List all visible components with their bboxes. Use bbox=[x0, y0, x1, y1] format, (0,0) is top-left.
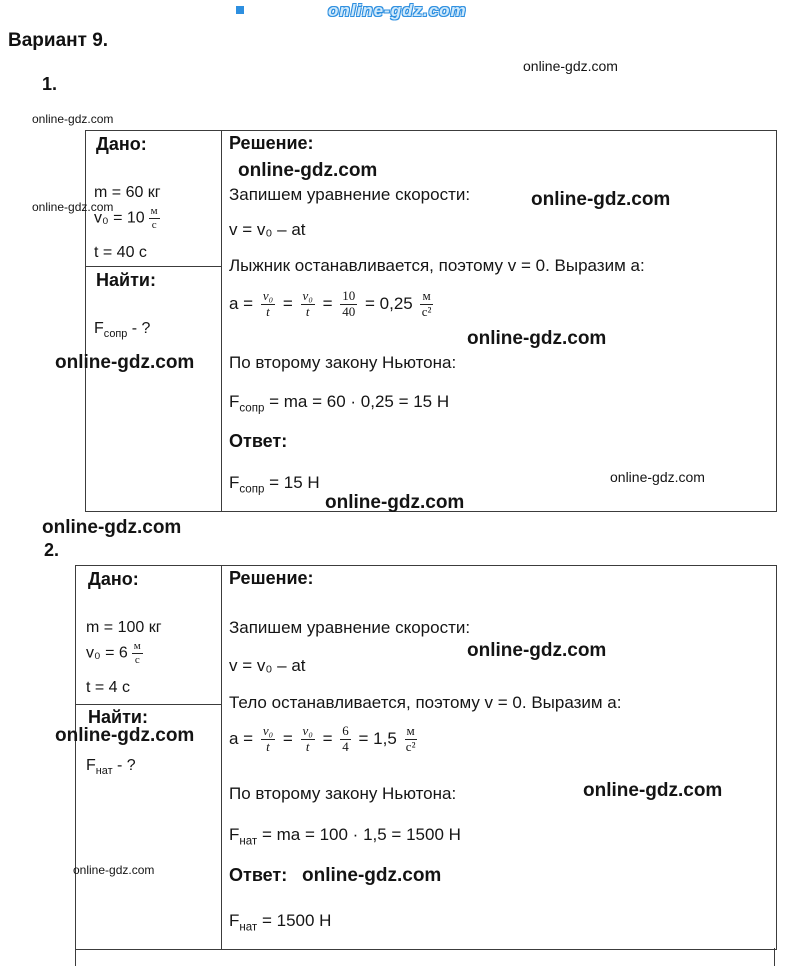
force-symbol: F bbox=[94, 320, 104, 337]
logo-mark-icon bbox=[236, 6, 244, 14]
watermark: online-gdz.com bbox=[32, 112, 114, 126]
eq-lhs: a = bbox=[229, 729, 254, 749]
value-text: v₀ = 6 bbox=[86, 644, 128, 662]
fraction-numeric: $\frac{6}{4}$ bbox=[342, 723, 349, 754]
given-label: Дано: bbox=[96, 134, 147, 154]
watermark: online-gdz.com bbox=[42, 517, 182, 538]
given-mass: m = 60 кг bbox=[94, 184, 161, 201]
problem1-number: 1. bbox=[42, 74, 58, 94]
force-symbol: F bbox=[229, 473, 240, 492]
given-label: Дано: bbox=[88, 569, 139, 589]
site-logo-watermark: online-gdz.com bbox=[328, 1, 467, 20]
force-subscript: нат bbox=[239, 921, 258, 934]
given-find-divider bbox=[86, 266, 221, 267]
watermark: online-gdz.com bbox=[325, 492, 465, 513]
equals-sign: = bbox=[282, 729, 293, 749]
column-divider bbox=[221, 566, 222, 949]
acceleration-equation bbox=[229, 289, 436, 320]
watermark: online-gdz.com bbox=[55, 352, 195, 373]
solution-label: Решение: bbox=[229, 568, 314, 588]
given-mass: m = 100 кг bbox=[86, 619, 162, 636]
eq-result: = 1,5 bbox=[358, 729, 397, 749]
velocity-equation: v = v₀ – at bbox=[229, 656, 306, 675]
given-time: t = 40 с bbox=[94, 244, 147, 261]
force-subscript: нат bbox=[95, 765, 113, 778]
find-question: - ? bbox=[127, 320, 151, 337]
problem2-number: 2. bbox=[44, 540, 60, 560]
watermark: online-gdz.com bbox=[610, 469, 705, 485]
problem1-table bbox=[85, 130, 777, 512]
find-label: Найти: bbox=[88, 707, 148, 727]
watermark: online-gdz.com bbox=[467, 640, 607, 661]
value-text: v₀ = 10 bbox=[94, 209, 145, 227]
fraction-numeric: $\frac{10}{40}$ bbox=[342, 288, 356, 319]
fraction-v0-t: $\frac{\text{v₀}}{t}$ bbox=[302, 288, 313, 319]
equals-sign: = bbox=[322, 294, 333, 314]
solution-label: Решение: bbox=[229, 133, 314, 153]
variant-title: Вариант 9. bbox=[8, 30, 109, 51]
solution-step2: Тело останавливается, поэтому v = 0. Выразим a: bbox=[229, 693, 622, 712]
solution-step1: Запишем уравнение скорости: bbox=[229, 185, 471, 204]
solution-step3: По второму закону Ньютона: bbox=[229, 353, 457, 372]
given-initial-velocity bbox=[86, 640, 146, 666]
solution-step3: По второму закону Ньютона: bbox=[229, 784, 457, 803]
unit-fraction: $\frac{м}{с}$ bbox=[150, 205, 158, 231]
fraction-v0-t: $\frac{\text{v₀}}{t}$ bbox=[262, 288, 274, 319]
eq-result: = 0,25 bbox=[364, 294, 413, 314]
column-divider bbox=[221, 131, 222, 511]
unit-fraction: $\frac{м}{\text{с²}}$ bbox=[421, 288, 432, 319]
watermark: online-gdz.com bbox=[302, 865, 442, 886]
force-symbol: F bbox=[229, 392, 240, 411]
acceleration-equation bbox=[229, 724, 420, 755]
answer-label: Ответ: bbox=[229, 431, 288, 451]
force-symbol: F bbox=[86, 757, 96, 774]
fraction-v0-t: $\frac{\text{v₀}}{t}$ bbox=[302, 723, 313, 754]
equals-sign: = bbox=[322, 729, 333, 749]
solution-step1: Запишем уравнение скорости: bbox=[229, 618, 471, 637]
force-calc: = ma = 60 · 0,25 = 15 Н bbox=[264, 392, 450, 411]
force-subscript: сопр bbox=[103, 328, 128, 341]
watermark: online-gdz.com bbox=[32, 200, 114, 214]
watermark: online-gdz.com bbox=[55, 725, 195, 746]
find-value bbox=[86, 756, 136, 778]
given-find-divider bbox=[76, 704, 221, 705]
answer-text: = 1500 Н bbox=[257, 911, 332, 930]
problem2-table bbox=[75, 565, 777, 950]
unit-fraction: $\frac{м}{\text{с²}}$ bbox=[405, 723, 416, 754]
find-label: Найти: bbox=[96, 270, 156, 290]
answer-label: Ответ: bbox=[229, 865, 288, 885]
find-question: - ? bbox=[112, 757, 136, 774]
answer-value bbox=[229, 473, 320, 497]
force-subscript: сопр bbox=[239, 483, 265, 496]
force-subscript: нат bbox=[239, 835, 258, 848]
watermark: online-gdz.com bbox=[467, 328, 607, 349]
equals-sign: = bbox=[282, 294, 293, 314]
watermark: online-gdz.com bbox=[73, 863, 155, 877]
force-equation bbox=[229, 392, 449, 416]
force-calc: = ma = 100 · 1,5 = 1500 Н bbox=[257, 825, 461, 844]
watermark: online-gdz.com bbox=[523, 58, 618, 74]
next-table-right-border bbox=[774, 948, 775, 966]
answer-text: = 15 Н bbox=[264, 473, 320, 492]
force-subscript: сопр bbox=[239, 402, 265, 415]
next-table-left-border bbox=[75, 948, 76, 966]
unit-fraction: $\frac{м}{с}$ bbox=[133, 640, 141, 666]
find-value bbox=[94, 319, 150, 341]
eq-lhs: a = bbox=[229, 294, 254, 314]
force-symbol: F bbox=[229, 911, 240, 930]
force-symbol: F bbox=[229, 825, 240, 844]
fraction-v0-t: $\frac{\text{v₀}}{t}$ bbox=[262, 723, 274, 754]
solution-step2: Лыжник останавливается, поэтому v = 0. Выразим a: bbox=[229, 256, 645, 275]
answer-value bbox=[229, 911, 331, 935]
watermark: online-gdz.com bbox=[238, 160, 378, 181]
given-time: t = 4 с bbox=[86, 679, 131, 696]
force-equation bbox=[229, 825, 461, 849]
watermark: online-gdz.com bbox=[531, 189, 671, 210]
watermark: online-gdz.com bbox=[583, 780, 723, 801]
velocity-equation: v = v₀ – at bbox=[229, 220, 306, 239]
